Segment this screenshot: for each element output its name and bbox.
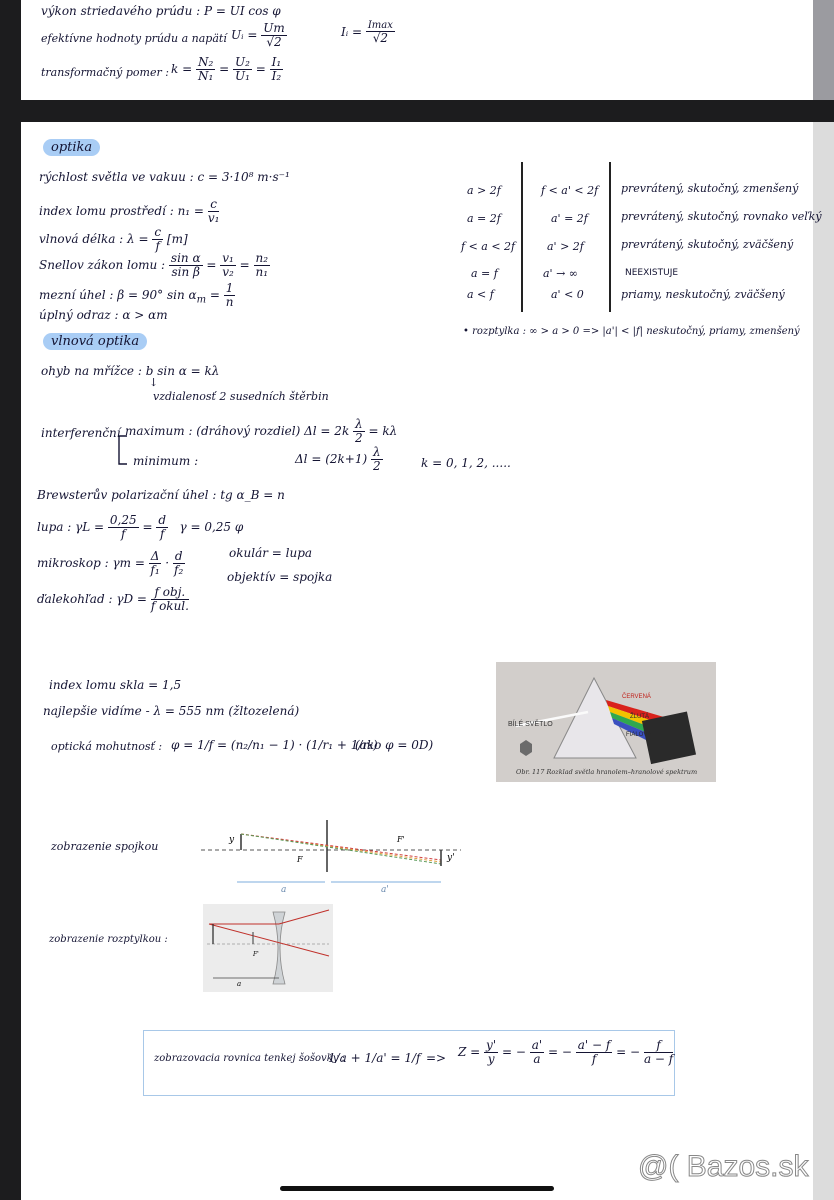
yellow-label: ŽLUTÁ <box>630 714 650 720</box>
z-f1d: y <box>487 1052 495 1067</box>
u-den: √2 <box>266 35 282 50</box>
max-den: 2 <box>355 431 363 446</box>
z-f4n: f <box>644 1039 673 1053</box>
table-img-1: a' = 2f <box>551 212 588 225</box>
prism-photo <box>496 662 716 782</box>
z-f2n: a' <box>531 1038 543 1052</box>
min-num: λ <box>372 445 381 459</box>
table-cond-0: a > 2f <box>467 184 501 197</box>
table-cond-1: a = 2f <box>467 212 501 225</box>
section-title-vlnova: vlnová optika <box>43 334 147 349</box>
ray-3 <box>241 834 441 864</box>
table-cond-4: a < f <box>467 288 494 301</box>
mikro-f2d: f₂ <box>174 563 184 578</box>
telescope-line <box>37 586 189 613</box>
mikro-label: mikroskop : γm = <box>37 556 145 571</box>
lupa-label: lupa : γL = <box>37 520 105 535</box>
interference-maximum <box>125 418 397 445</box>
i-num: Imax <box>367 20 393 31</box>
converging-lens-diagram <box>201 812 471 892</box>
prism-caption: Obr. 117 Rozklad světla hranolem–hranolové spektrum <box>516 768 698 776</box>
glass-index-line: index lomu skla = 1,5 <box>49 678 182 692</box>
a-label: a <box>281 885 287 892</box>
mezni-label: mezní úhel : β = 90° sin α <box>39 288 197 303</box>
red-label: ČERVENÁ <box>622 694 651 700</box>
dalek-den: f okul. <box>150 599 189 614</box>
table-desc-1: prevrátený, skutočný, rovnako veľký <box>621 210 822 223</box>
wave-num: c <box>154 225 162 239</box>
section-title-optika: optika <box>43 140 100 155</box>
brewster-line: Brewsterův polarizační úhel : tg α_B = n <box>37 488 285 502</box>
page-10 <box>21 122 822 1200</box>
table-desc-2: prevrátený, skutočný, zväčšený <box>621 238 794 251</box>
min-den: 2 <box>372 459 381 474</box>
table-img-3: a' → ∞ <box>543 267 578 280</box>
ac-power-line: výkon striedavého prúdu : P = UI cos φ <box>41 4 281 18</box>
diverging-lens-photo <box>203 904 333 992</box>
y-prime-label: y' <box>447 853 455 863</box>
snell-label: Snellov zákon lomu : <box>39 258 166 273</box>
snell-f1n: sin α <box>170 251 201 265</box>
table-desc-3: NEEXISTUJE <box>625 268 679 278</box>
index-den: v₁ <box>207 211 220 226</box>
speed-of-light-line: rýchlost světla ve vakuu : c = 3·10⁸ m·s⁻¹ <box>39 170 290 184</box>
wave-label: vlnová délka : λ = <box>39 232 149 247</box>
k-f2n: U₂ <box>234 55 250 69</box>
scroll-edge-top <box>813 0 834 100</box>
effective-values-label: efektívne hodnoty prúdu a napätí <box>41 32 227 45</box>
optical-power-label: optická mohutnosť : <box>51 740 163 753</box>
critical-angle-line: mezní úhel : β = 90° $\sin \alpha_m$ = $\frac{1}{n}$ <box>39 281 234 310</box>
grating-arrow: ↓ <box>149 376 159 389</box>
interference-k-values: k = 0, 1, 2, ..... <box>421 456 511 470</box>
wave-unit: [m] <box>166 232 188 247</box>
converging-lens-label: zobrazenie spojkou <box>51 840 159 853</box>
k-f1d: N₁ <box>197 69 214 84</box>
table-img-4: a' < 0 <box>551 288 584 301</box>
max-tail: = kλ <box>368 424 398 439</box>
white-light-label: BÍLÉ SVĚTLO <box>508 721 553 728</box>
z-eq3: = − <box>616 1045 641 1060</box>
magnification-formula <box>458 1039 673 1066</box>
refraction-index-line <box>39 198 219 225</box>
u-lhs: Uᵢ = <box>231 28 258 43</box>
z-eq2: = − <box>548 1045 572 1060</box>
snell-f2d: v₂ <box>222 265 234 280</box>
i-lhs: Iᵢ = <box>341 25 363 40</box>
lupa-tail: γ = 0,25 φ <box>179 520 244 535</box>
ray-2 <box>241 834 441 860</box>
lupa-f1n: 0,25 <box>109 513 137 527</box>
table-cond-3: a = f <box>471 267 498 280</box>
z-f4d: a − f <box>643 1052 674 1067</box>
lupa-f1d: f <box>121 527 126 542</box>
violet-label: FIALOVÁ <box>626 732 652 738</box>
diverging-lens-illustration <box>203 904 333 992</box>
table-divider-2 <box>609 162 611 312</box>
page-9 <box>21 0 813 100</box>
rozptylka-a-label: a <box>237 980 242 988</box>
index-label: index lomu prostředí : n₁ = <box>39 204 204 219</box>
k-f1n: N₂ <box>197 55 214 69</box>
home-indicator[interactable] <box>280 1186 554 1191</box>
lupa-f2d: f <box>159 527 165 542</box>
snell-law-line: Snellov zákon lomu : $\frac{\text{sin α}}{\text{sin β}}$ = $\frac{\text{v₁}}{\text{v₂}}$ = $\frac{\text{n₂}}{\text{n₁}}$ <box>39 251 269 280</box>
implies-arrow: => <box>426 1051 447 1065</box>
z-f3n: a' − f <box>577 1038 611 1052</box>
u-num: Um <box>263 21 285 35</box>
interference-minimum-label: minimum : <box>133 454 199 468</box>
optical-power-formula: φ = 1/f = (n₂/n₁ − 1) · (1/r₁ + 1/r₂) <box>171 738 378 752</box>
k-f3d: I₂ <box>271 69 282 84</box>
k-lhs: k = <box>171 62 193 77</box>
prism-illustration <box>496 662 716 782</box>
y-label: y <box>229 835 235 845</box>
f-prime-label: F' <box>397 835 405 844</box>
z-f2d: a <box>533 1052 541 1067</box>
slit-distance-note: vzdialenosť 2 susedních štěrbin <box>153 390 329 403</box>
k-f3n: I₁ <box>271 55 282 69</box>
total-reflection-line: úplný odraz : α > αm <box>39 308 168 322</box>
thin-lens-label: zobrazovacia rovnica tenkej šošovky : <box>154 1053 345 1064</box>
scroll-edge <box>813 122 834 1200</box>
index-num: c <box>208 198 220 212</box>
min-expr: Δl = (2k+1) <box>295 452 368 467</box>
table-img-0: f < a' < 2f <box>541 184 599 197</box>
max-text: maximum : (dráhový rozdiel) Δl = 2k <box>125 424 350 439</box>
mikro-f2n: d <box>174 549 183 563</box>
interference-label: interferenční <box>41 426 121 440</box>
table-desc-0: prevrátený, skutočný, zmenšený <box>621 182 799 195</box>
watermark: @( Bazos.sk <box>638 1150 809 1183</box>
table-img-2: a' > 2f <box>547 240 584 253</box>
table-divider-1 <box>521 162 523 312</box>
wavelength-line <box>39 226 188 253</box>
diverging-lens-note: • rozptylka : ∞ > a > 0 => |a'| < |f| neskutočný, priamy, zmenšený <box>463 326 800 337</box>
table-cond-2: f < a < 2f <box>461 240 516 253</box>
wave-den: f <box>155 239 160 254</box>
mezni-den: n <box>225 295 234 310</box>
interference-minimum-formula <box>295 446 383 473</box>
z-eq1: = − <box>501 1045 526 1060</box>
best-seen-line: najlepšie vidíme - λ = 555 nm (žltozelená) <box>43 704 300 718</box>
z-lhs: Z = <box>458 1045 481 1060</box>
mezni-sub: m <box>196 294 207 306</box>
f-label: F <box>297 855 303 864</box>
u-effective-formula <box>231 22 287 49</box>
k-f2d: U₁ <box>234 69 250 84</box>
snell-f3n: n₂ <box>255 251 269 265</box>
dalek-label: ďalekohľad : γD = <box>37 592 147 607</box>
snell-f2n: v₁ <box>222 251 234 265</box>
grating-line: ohyb na mřížce : b sin α = kλ <box>41 364 220 378</box>
transformer-ratio-formula: k = $\frac{\text{N₂}}{\text{N₁}}$ = $\frac{\text{U₂}}{\text{U₁}}$ = $\frac{\text{I₁}}{\text{I₂}}$ <box>171 55 282 84</box>
lupa-f2n: d <box>158 513 167 527</box>
a-prime-label: a' <box>381 885 389 892</box>
magnifier-line: lupa : γL = $\frac{0,25}{f}$ = $\frac{d}{f}$ γ = 0,25 φ <box>37 513 244 542</box>
i-den: √2 <box>372 31 389 45</box>
thin-lens-equation-box <box>143 1030 675 1096</box>
i-effective-formula <box>341 20 395 45</box>
transformer-ratio-label: transformačný pomer : <box>41 66 169 79</box>
mezni-num: 1 <box>225 281 234 295</box>
snell-f1d: sin β <box>171 265 200 280</box>
mikro-f1d: f₁ <box>150 563 160 578</box>
microscope-line: mikroskop : γm = $\frac{\Delta}{\text{f₁}}$ · $\frac{d}{\text{f₂}}$ <box>37 549 184 578</box>
max-num: λ <box>355 417 363 431</box>
dalek-num: f obj. <box>151 586 189 600</box>
eyepiece-note: okulár = lupa <box>229 546 313 560</box>
z-f1n: y' <box>486 1038 497 1052</box>
table-desc-4: priamy, neskutočný, zväčšený <box>621 288 785 301</box>
diverging-lens-label: zobrazenie rozptylkou : <box>49 934 168 945</box>
optical-power-unit: (ako φ = 0D) <box>355 738 434 752</box>
z-f3d: f <box>591 1052 597 1067</box>
thin-lens-equation: 1/a + 1/a' = 1/f <box>328 1051 421 1065</box>
rozptylka-f-label: F' <box>253 951 259 958</box>
objective-note: objektív = spojka <box>227 570 333 584</box>
mikro-f1n: Δ <box>150 549 160 563</box>
snell-f3d: n₁ <box>255 265 269 280</box>
